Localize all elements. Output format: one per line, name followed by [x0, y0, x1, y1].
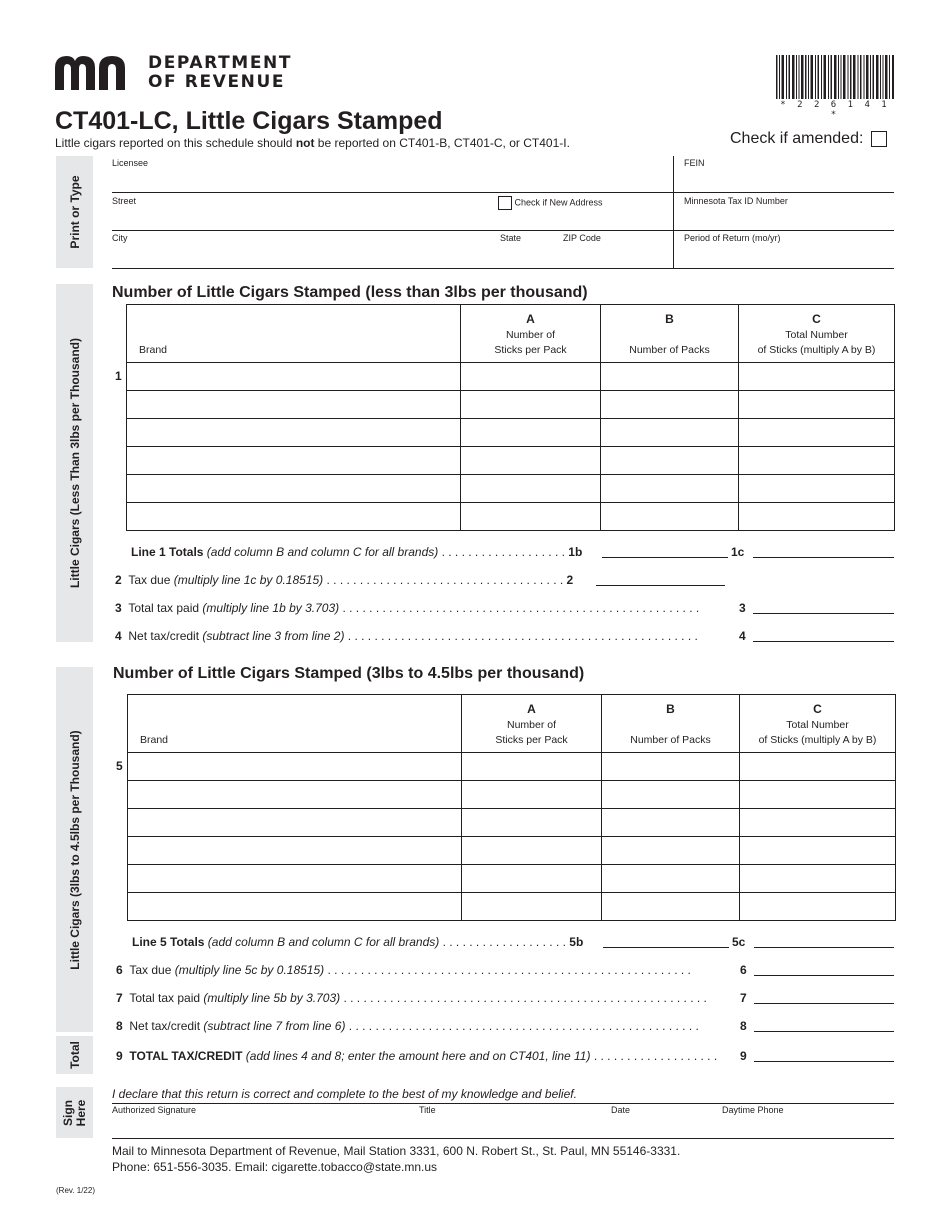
line9-label: TOTAL TAX/CREDIT	[129, 1049, 243, 1063]
sticks-cell[interactable]	[462, 753, 602, 781]
line8-ref: 8	[740, 1019, 747, 1033]
line2-num: 2	[115, 573, 122, 587]
line5b-ref: 5b	[569, 935, 584, 949]
line1c-ref: 1c	[731, 545, 745, 559]
packs-cell[interactable]	[602, 865, 740, 893]
sign-line2: Here	[73, 1099, 88, 1126]
line3	[115, 601, 699, 615]
table-row	[128, 893, 896, 921]
line2-note: (multiply line 1c by 0.18515)	[173, 573, 324, 587]
row-number-5: 5	[116, 759, 123, 773]
sticks-cell[interactable]	[461, 363, 601, 391]
line9	[116, 1049, 717, 1063]
line8	[116, 1019, 699, 1033]
form-subtitle	[55, 136, 570, 150]
total-sticks-cell[interactable]	[739, 475, 895, 503]
line6-note: (multiply line 5c by 0.18515)	[174, 963, 325, 977]
city-field[interactable]: City	[112, 233, 128, 243]
line7	[116, 991, 707, 1005]
sticks-cell[interactable]	[461, 503, 601, 531]
sticks-cell[interactable]	[461, 391, 601, 419]
line5-totals	[132, 935, 583, 949]
subtitle-bold: not	[295, 136, 315, 150]
total-sticks-cell[interactable]	[739, 363, 895, 391]
form-title: CT401-LC, Little Cigars Stamped	[55, 107, 443, 135]
sticks-cell[interactable]	[462, 865, 602, 893]
line1-totals-note: (add column B and column C for all brands)	[203, 545, 439, 559]
line4-label: Net tax/credit	[128, 629, 203, 643]
col-b-header	[602, 695, 740, 753]
divider	[112, 268, 894, 269]
sticks-cell[interactable]	[462, 893, 602, 921]
line3-label: Total tax paid	[128, 601, 203, 615]
line3-note: (multiply line 1b by 3.703)	[202, 601, 340, 615]
col-c-letter: C	[812, 312, 821, 326]
sidebar-print-or-type-label: Print or Type	[67, 175, 82, 249]
brand-cell[interactable]	[128, 893, 462, 921]
total-sticks-cell[interactable]	[740, 809, 896, 837]
col-c-letter: C	[813, 702, 822, 716]
brand-cell[interactable]	[128, 809, 462, 837]
line6-ref: 6	[740, 963, 747, 977]
line9-num: 9	[116, 1049, 123, 1063]
line5c-ref: 5c	[732, 935, 746, 949]
dot-leader: . . . . . . . . . . . . . . . . . . .	[438, 545, 569, 559]
sidebar-total	[56, 1036, 93, 1074]
col-c-line2: of Sticks (multiply A by B)	[758, 734, 877, 746]
agency-line1: DEPARTMENT	[148, 53, 293, 73]
sticks-cell[interactable]	[461, 475, 601, 503]
dot-leader: . . . . . . . . . . . . . . . . . . . . . . . . . . . . . . . . . . . . . . . . . . . . . . . . . . . . . .	[339, 601, 700, 615]
packs-cell[interactable]	[601, 391, 739, 419]
total-sticks-cell[interactable]	[740, 893, 896, 921]
sidebar-print-or-type	[56, 156, 93, 268]
col-b-letter: B	[666, 702, 675, 716]
packs-cell[interactable]	[601, 447, 739, 475]
line4	[115, 629, 698, 643]
line6-input[interactable]	[754, 975, 894, 976]
brand-cell[interactable]	[128, 781, 462, 809]
line5-totals-label: Line 5 Totals	[132, 935, 205, 949]
period-field[interactable]: Period of Return (mo/yr)	[684, 233, 781, 243]
table-row	[127, 503, 895, 531]
col-b-header	[601, 305, 739, 363]
contact-line: Phone: 651-556-3035. Email: cigarette.tobacco@state.mn.us	[112, 1160, 438, 1174]
section2-table	[127, 694, 896, 921]
brand-cell[interactable]	[127, 475, 461, 503]
declaration-text: I declare that this return is correct and complete to the best of my knowledge and belief.	[112, 1087, 577, 1101]
packs-cell[interactable]	[601, 503, 739, 531]
line6-label: Tax due	[129, 963, 175, 977]
total-sticks-cell[interactable]	[740, 781, 896, 809]
sticks-cell[interactable]	[462, 837, 602, 865]
line8-input[interactable]	[754, 1031, 894, 1032]
col-c-line1: Total Number	[785, 329, 848, 341]
packs-cell[interactable]	[601, 475, 739, 503]
sign-line1: Sign	[60, 1099, 75, 1126]
brand-cell[interactable]	[128, 837, 462, 865]
authorized-signature-label: Authorized Signature	[112, 1105, 197, 1115]
line4-note: (subtract line 3 from line 2)	[202, 629, 345, 643]
brand-cell[interactable]	[127, 503, 461, 531]
total-sticks-cell[interactable]	[739, 447, 895, 475]
divider	[112, 1138, 894, 1139]
total-sticks-cell[interactable]	[740, 837, 896, 865]
line8-note: (subtract line 7 from line 6)	[203, 1019, 346, 1033]
total-sticks-cell[interactable]	[739, 419, 895, 447]
col-c-line2: of Sticks (multiply A by B)	[757, 344, 876, 356]
section1-table	[126, 304, 895, 531]
table-row	[127, 475, 895, 503]
brand-cell[interactable]	[127, 391, 461, 419]
line6	[116, 963, 691, 977]
dot-leader: . . . . . . . . . . . . . . . . . . . . . . . . . . . . . . . . . . . . . . . . . . . . . . . . . . . . .	[345, 1019, 699, 1033]
brand-cell[interactable]	[128, 753, 462, 781]
mn-tax-id-field[interactable]: Minnesota Tax ID Number	[684, 196, 788, 206]
line2-ref: 2	[566, 573, 574, 587]
line7-note: (multiply line 5b by 3.703)	[203, 991, 341, 1005]
fein-field[interactable]: FEIN	[684, 158, 705, 168]
col-b-line: Number of Packs	[630, 734, 711, 746]
sidebar-section1	[56, 284, 93, 642]
table-row	[127, 447, 895, 475]
sidebar-sign-here	[56, 1087, 93, 1138]
signature-line[interactable]	[112, 1103, 894, 1104]
line7-ref: 7	[740, 991, 747, 1005]
table-row	[127, 391, 895, 419]
barcode-icon	[776, 55, 894, 99]
table-header-row	[128, 695, 896, 753]
col-a-line2: Sticks per Pack	[494, 344, 567, 356]
title-label: Title	[419, 1105, 436, 1115]
new-address-check	[498, 196, 603, 210]
table-row	[128, 837, 896, 865]
packs-cell[interactable]	[602, 837, 740, 865]
dot-leader: . . . . . . . . . . . . . . . . . . . . . . . . . . . . . . . . . . . . . . . . . . . . . . . . . . . . . . .	[324, 963, 691, 977]
barcode-number: * 2 2 6 1 4 1 *	[780, 100, 890, 120]
dot-leader: . . . . . . . . . . . . . . . . . . .	[439, 935, 570, 949]
mail-line: Mail to Minnesota Department of Revenue, Mail Station 3331, 600 N. Robert St., St. Paul, MN 55146-3331.	[112, 1144, 681, 1158]
col-b-line: Number of Packs	[629, 344, 710, 356]
subtitle-post: be reported on CT401-B, CT401-C, or CT401-I.	[314, 136, 570, 150]
line2-input[interactable]	[596, 585, 725, 586]
line9-note: (add lines 4 and 8; enter the amount here and on CT401, line 11)	[242, 1049, 591, 1063]
state-field[interactable]: State	[500, 233, 522, 243]
col-a-line1: Number of	[505, 329, 556, 341]
dot-leader: . . . . . . . . . . . . . . . . . . . . . . . . . . . . . . . . . . . . . . . . . . . . . . . . . . . . . . .	[340, 991, 707, 1005]
col-a-letter: A	[527, 702, 536, 716]
line5b-input[interactable]	[603, 947, 729, 948]
line4-num: 4	[115, 629, 122, 643]
sticks-cell[interactable]	[462, 781, 602, 809]
col-a-line1: Number of	[506, 719, 557, 731]
zip-field[interactable]: ZIP Code	[563, 233, 601, 243]
dot-leader: . . . . . . . . . . . . . . . . . . . . . . . . . . . . . . . . . . . . . . . . . . . . . . . . . . . . .	[344, 629, 698, 643]
agency-line2: OF REVENUE	[148, 72, 286, 92]
licensee-field[interactable]: Licensee	[112, 158, 149, 168]
table-row	[127, 419, 895, 447]
revision-date: (Rev. 1/22)	[56, 1186, 95, 1195]
packs-cell[interactable]	[602, 893, 740, 921]
col-a-letter: A	[526, 312, 535, 326]
line1-totals	[131, 545, 582, 559]
brand-cell[interactable]	[127, 419, 461, 447]
table-row	[128, 809, 896, 837]
col-a-line2: Sticks per Pack	[495, 734, 568, 746]
packs-cell[interactable]	[601, 363, 739, 391]
table-row	[128, 781, 896, 809]
sidebar-sign-label	[62, 1099, 88, 1126]
line3-ref: 3	[739, 601, 746, 615]
line1b-input[interactable]	[602, 557, 728, 558]
line2-label: Tax due	[128, 573, 174, 587]
table-row	[127, 363, 895, 391]
line5-totals-note: (add column B and column C for all brands)	[204, 935, 440, 949]
line6-num: 6	[116, 963, 123, 977]
daytime-phone-label: Daytime Phone	[722, 1105, 784, 1115]
col-brand-header: Brand	[128, 695, 462, 753]
line9-ref: 9	[740, 1049, 747, 1063]
col-a-header	[461, 305, 601, 363]
line7-num: 7	[116, 991, 123, 1005]
table-row	[128, 753, 896, 781]
subtitle-pre: Little cigars reported on this schedule should	[55, 136, 296, 150]
divider	[112, 230, 894, 231]
col-brand-header: Brand	[127, 305, 461, 363]
total-sticks-cell[interactable]	[739, 503, 895, 531]
date-label: Date	[611, 1105, 631, 1115]
sidebar-section2	[56, 667, 93, 1032]
line3-input[interactable]	[753, 613, 894, 614]
col-a-header	[462, 695, 602, 753]
line2	[115, 573, 573, 587]
brand-cell[interactable]	[127, 447, 461, 475]
col-c-line1: Total Number	[786, 719, 849, 731]
total-sticks-cell[interactable]	[740, 865, 896, 893]
packs-cell[interactable]	[602, 753, 740, 781]
sidebar-section2-label: Little Cigars (3lbs to 4.5lbs per Thousand)	[67, 729, 82, 970]
sticks-cell[interactable]	[462, 809, 602, 837]
section1-title: Number of Little Cigars Stamped (less than 3lbs per thousand)	[112, 284, 588, 301]
table-row	[128, 865, 896, 893]
mailing-info	[112, 1143, 680, 1175]
line8-num: 8	[116, 1019, 123, 1033]
line1c-input[interactable]	[753, 557, 894, 558]
sidebar-section1-label: Little Cigars (Less Than 3lbs per Thousand)	[67, 337, 82, 589]
brand-cell[interactable]	[127, 363, 461, 391]
line7-label: Total tax paid	[129, 991, 204, 1005]
line5c-input[interactable]	[754, 947, 894, 948]
divider	[112, 192, 894, 193]
packs-cell[interactable]	[602, 809, 740, 837]
col-b-letter: B	[665, 312, 674, 326]
packs-cell[interactable]	[602, 781, 740, 809]
street-field[interactable]: Street	[112, 196, 137, 206]
total-sticks-cell[interactable]	[739, 391, 895, 419]
new-address-label: Check if New Address	[514, 197, 603, 208]
divider	[673, 156, 674, 268]
line4-input[interactable]	[753, 641, 894, 642]
dot-leader: . . . . . . . . . . . . . . . . . . . . . . . . . . . . . . . . . . . .	[323, 573, 567, 587]
row-number-1: 1	[115, 369, 122, 383]
brand-cell[interactable]	[128, 865, 462, 893]
line8-label: Net tax/credit	[129, 1019, 204, 1033]
packs-cell[interactable]	[601, 419, 739, 447]
amended-checkbox[interactable]	[871, 131, 887, 147]
agency-name	[148, 54, 292, 92]
amended-check	[730, 130, 887, 148]
col-c-header	[740, 695, 896, 753]
line4-ref: 4	[739, 629, 746, 643]
table-header-row	[127, 305, 895, 363]
dot-leader: . . . . . . . . . . . . . . . . . . .	[590, 1049, 718, 1063]
line3-num: 3	[115, 601, 122, 615]
line1b-ref: 1b	[568, 545, 583, 559]
sticks-cell[interactable]	[461, 447, 601, 475]
new-address-checkbox[interactable]	[498, 196, 512, 210]
amended-label: Check if amended:	[730, 130, 864, 147]
line7-input[interactable]	[754, 1003, 894, 1004]
section2-title: Number of Little Cigars Stamped (3lbs to 4.5lbs per thousand)	[113, 665, 585, 682]
sticks-cell[interactable]	[461, 419, 601, 447]
total-sticks-cell[interactable]	[740, 753, 896, 781]
sidebar-total-label: Total	[67, 1041, 82, 1069]
line1-totals-label: Line 1 Totals	[131, 545, 204, 559]
line9-input[interactable]	[754, 1061, 894, 1062]
mn-logo-icon	[55, 56, 135, 90]
col-c-header	[739, 305, 895, 363]
